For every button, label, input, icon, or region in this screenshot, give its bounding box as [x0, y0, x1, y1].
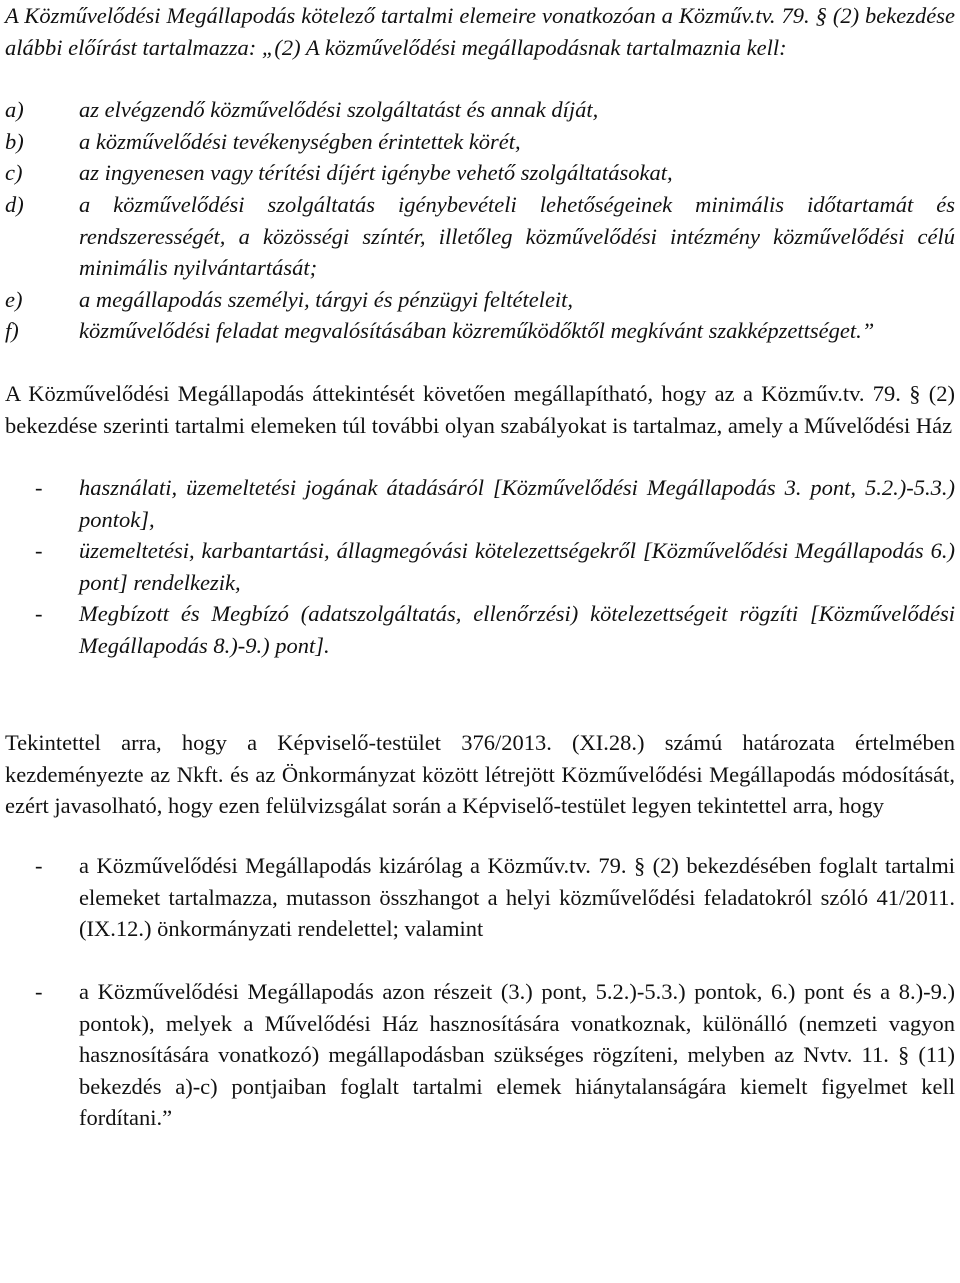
- list-dash: -: [35, 852, 43, 878]
- list-marker: b): [5, 128, 24, 154]
- list-item-text: a Közművelődési Megállapodás azon részeit (3.) pont, 5.2.)-5.3.) pontok, 6.) pont és a 8.)-9.) pontok), melyek a Művelődési Ház hasznosítására vonatkoznak, különálló (nemzeti vagyon hasznosítására vonatkozó) megállapodásban szükséges rögzíteni, melyben az Nvtv. 11. § (11) bekezdés a)-c) pontjaiban foglalt tartalmi elemek hiánytalanságára kiemelt figyelmet kell fordítani.”: [79, 978, 955, 1131]
- list-item-text: a Közművelődési Megállapodás kizárólag a Közműv.tv. 79. § (2) bekezdésében foglalt tartalmi elemeket tartalmazza, mutasson összhangot a helyi közművelődési feladatokról szóló 41/2011. (IX.12.) önkormányzati rendelettel; valamint: [79, 852, 955, 942]
- list-dash: -: [35, 538, 43, 564]
- list-item-text: használati, üzemeltetési jogának átadásáról [Közművelődési Megállapodás 3. pont, 5.2.)-5.3.) pontok],: [79, 475, 955, 532]
- list-item: [5, 535, 955, 598]
- recommendation-paragraph: Tekintettel arra, hogy a Képviselő-testület 376/2013. (XI.28.) számú határozata értelmében kezdeményezte az Nkft. és az Önkormányzat között létrejött Közművelődési Megállapodás módosítását, ezért javasolható, hogy ezen felülvizsgálat során a Képviselő-testület legyen tekintettel arra, hogy: [5, 730, 955, 819]
- list-dash: -: [35, 475, 43, 501]
- additional-rules-list: [5, 472, 955, 661]
- list-item-text: a közművelődési szolgáltatás igénybevételi lehetőségeinek minimális időtartamát és rendszerességét, a közösségi színtér, illetőleg közművelődési intézmény közművelődési célú minimális nyilvántartását;: [79, 191, 955, 281]
- list-marker: e): [5, 286, 23, 312]
- list-dash: -: [35, 978, 43, 1004]
- spacer: [5, 63, 955, 94]
- list-item: [5, 976, 955, 1166]
- spacer: [5, 822, 955, 850]
- list-item-text: az ingyenesen vagy térítési díjért igénybe vehető szolgáltatásokat,: [79, 160, 673, 186]
- list-marker: c): [5, 160, 23, 186]
- list-item: [5, 598, 955, 661]
- spacer: [5, 441, 955, 472]
- recommendation-list: [5, 850, 955, 1166]
- spacer: [5, 347, 955, 378]
- list-marker: f): [5, 318, 19, 344]
- list-item-text: Megbízott és Megbízó (adatszolgáltatás, ellenőrzési) kötelezettségeit rögzíti [Közművelődési Megállapodás 8.)-9.) pont].: [79, 601, 955, 658]
- assessment-paragraph: A Közművelődési Megállapodás áttekintését követően megállapítható, hogy az a Közműv.tv. 79. § (2) bekezdése szerinti tartalmi elemeken túl további olyan szabályokat is tartalmaz, amely a Művelődési Ház: [5, 380, 955, 438]
- list-item-text: közművelődési feladat megvalósításában közreműködőktől megkívánt szakképzettséget.”: [79, 318, 875, 344]
- list-item: [5, 315, 955, 347]
- spacer: [5, 661, 955, 727]
- list-item-text: a közművelődési tevékenységben érintettek körét,: [79, 128, 521, 154]
- list-item: [5, 472, 955, 535]
- list-item: [5, 189, 955, 284]
- list-item: [5, 157, 955, 189]
- list-item: [5, 284, 955, 316]
- list-item-text: üzemeltetési, karbantartási, állagmegóvási kötelezettségekről [Közművelődési Megállapodás 6.) pont] rendelkezik,: [79, 538, 955, 595]
- document-page: [5, 0, 955, 1166]
- list-item: [5, 126, 955, 158]
- list-item-text: az elvégzendő közművelődési szolgáltatást és annak díját,: [79, 97, 599, 123]
- list-item: [5, 850, 955, 976]
- list-item-text: a megállapodás személyi, tárgyi és pénzügyi feltételeit,: [79, 286, 574, 312]
- list-dash: -: [35, 601, 43, 627]
- requirement-list: [5, 94, 955, 347]
- intro-paragraph: A Közművelődési Megállapodás kötelező tartalmi elemeire vonatkozóan a Közműv.tv. 79. § (2) bekezdése alábbi előírást tartalmazza: „(2) A közművelődési megállapodásnak tartalmaznia kell:: [5, 3, 955, 60]
- list-item: [5, 94, 955, 126]
- list-marker: d): [5, 191, 24, 217]
- list-marker: a): [5, 97, 24, 123]
